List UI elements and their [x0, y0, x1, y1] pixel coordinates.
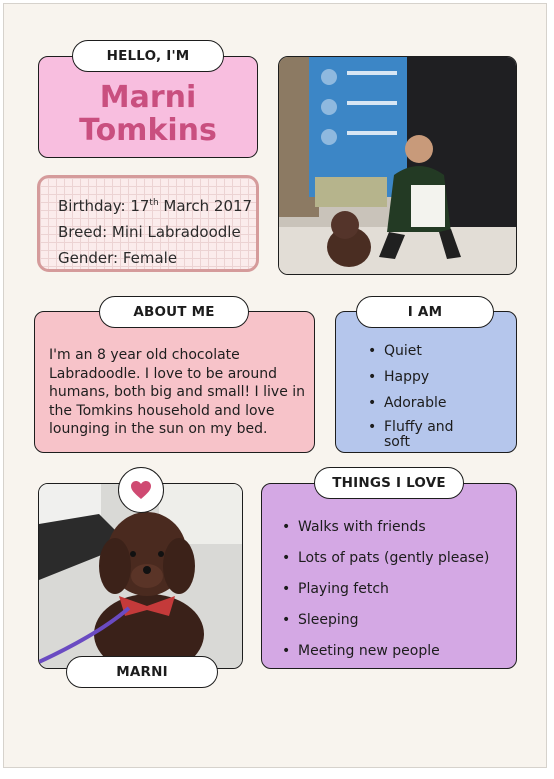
list-item: • Sleeping	[280, 611, 489, 629]
i-am-pill: I AM	[356, 296, 494, 328]
about-card	[34, 311, 315, 453]
about-text: I'm an 8 year old chocolate Labradoodle. I love to be around humans, both big and small! I live in the Tomkins household and love lounging in the sun on my bed.	[49, 347, 306, 437]
dog-name-pill: MARNI	[66, 656, 218, 688]
birthday-line: Birthday: 17th March 2017	[58, 197, 253, 215]
i-am-list	[366, 342, 464, 450]
owner-photo	[278, 56, 517, 275]
about-pill: ABOUT ME	[99, 296, 249, 328]
heart-badge	[118, 467, 164, 513]
name-text	[39, 81, 257, 147]
list-item: • Walks with friends	[280, 518, 489, 536]
breed-line: Breed: Mini Labradoodle	[58, 223, 241, 241]
gender-line: Gender: Female	[58, 249, 178, 267]
list-item: • Quiet	[366, 342, 464, 360]
list-item: • Meeting new people	[280, 642, 489, 660]
hello-pill: HELLO, I'M	[72, 40, 224, 72]
i-am-card	[335, 311, 517, 453]
list-item: • Fluffy and soft	[366, 420, 464, 450]
things-card	[261, 483, 517, 669]
things-list	[280, 518, 489, 660]
info-card	[37, 175, 259, 272]
page	[3, 3, 547, 768]
list-item: • Adorable	[366, 394, 464, 412]
list-item: • Happy	[366, 368, 464, 386]
heart-icon	[130, 480, 152, 500]
things-pill: THINGS I LOVE	[314, 467, 464, 499]
list-item: • Lots of pats (gently please)	[280, 549, 489, 567]
owner-photo-illustration	[279, 57, 517, 275]
last-name: Tomkins	[79, 113, 217, 148]
first-name: Marni	[99, 80, 197, 115]
list-item: • Playing fetch	[280, 580, 489, 598]
